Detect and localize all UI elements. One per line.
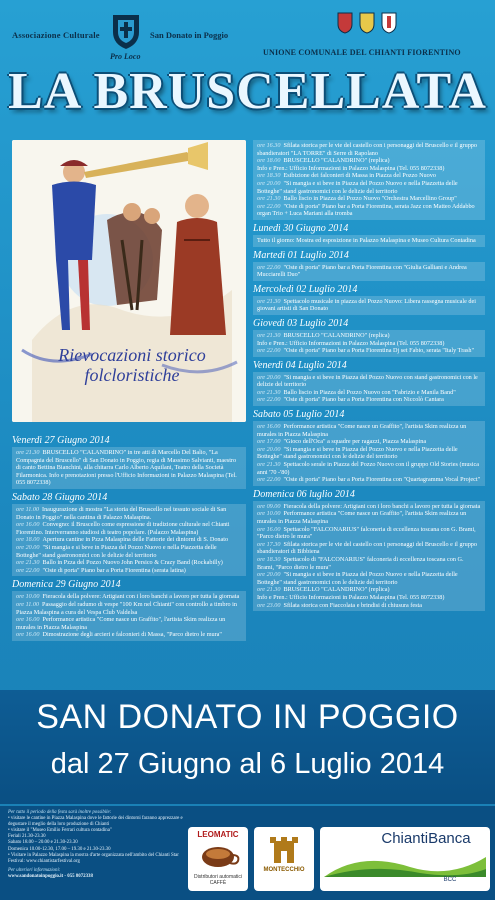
event-description: BRUSCELLO "CALANDRINO" (replica) [283,331,390,339]
event-time: ore 21.30 [257,331,281,339]
program-event [257,347,481,355]
event-description: Sfilata storica con Fiaccolata e brindisi di chiusura festa [283,601,422,609]
illustration-caption: Rievocazioni storico folcloristiche [58,345,206,385]
program-event [257,172,481,180]
event-time: ore 16.30 [257,142,281,149]
event-description: "Oste di porta" Piano bar a Porta Fiorentina con "Giulia Galliani e Andrea Mucciarelli Duo" [257,263,467,279]
program-event [16,536,242,544]
castle-logo-icon [254,829,314,869]
program-event [257,389,481,397]
program-event [16,559,242,567]
program-event [257,157,481,165]
program-event [257,142,481,157]
day-heading: Sabato 28 Giugno 2014 [12,491,108,503]
event-time: ore 21.30 [257,195,281,203]
event-time: ore 10.00 [257,510,281,518]
program-event [257,332,481,340]
proloco-label: Pro Loco [110,52,141,61]
event-time: ore 11.00 [16,600,40,608]
event-description: "Si mangia e si beve in Piazza del Pozzo Nuovo e nella Piazzetta delle Botteghe" stand gastronomici con le delizie del territorio [16,543,217,559]
footer-line: • Visitare in Palazzo Malaspina la mostra d'arte organizzata nell'ambito del Chianti Star Festival: www.chiantistarfestival.org [8,852,179,864]
program-event [257,438,481,446]
shield-icon [337,12,353,34]
program-event [257,264,481,279]
event-time: ore 20.00 [16,543,40,551]
program-event [257,503,481,511]
event-time: ore 21.30 [16,559,40,567]
event-description: "Oste di porta" Piano bar a Porta Fiorentina Dj set Fabio, serata "Italy Trash" [283,347,475,355]
event-time: ore 21.30 [257,388,281,396]
program-event [257,526,481,541]
event-description: Spettacolo "FALCONARIUS" falconeria di eccellenza toscana con G. Brami, "Parco dietro le mura" [257,525,476,541]
event-time: ore 18.00 [16,536,40,544]
footer-text [8,810,186,880]
event-description: Ballo in Pzza del Pozzo Nuovo John Persico & Crazy Band (Rockabilly) [42,559,223,567]
event-description: Apertura cantine in Pzza Malaspina delle Fattorie dei dintorni di S. Donato [42,536,229,544]
event-time: ore 22.00 [257,202,281,210]
event-description: BRUSCELLO "CALANDRINO" in tre atti di Marcello Del Balio, "La Compagnia del Bruscello" di San Donato in Poggio, regia di Massimo Salvianti, maestro di canto Bettina Bianchini, alla chitarra Carlo Alberto Aquilani, Teatro della Società Filarmonica. Info e prenotazioni presso l'Ufficio Informazioni in Palazzo Malaspina (Tel. 055 8072338) [16,449,237,487]
event-description: "Oste di porta" Piano bar a Porta Fiorentina, serata Jazz con Matteo Addabbo organ Trio + Luca Mariani alla tromba [257,202,475,218]
association-name: San Donato in Poggio [150,30,229,40]
program-event [16,616,242,631]
program-event [257,340,481,348]
event-time: ore 18.30 [257,555,281,563]
day-heading: Domenica 29 Giugno 2014 [12,579,121,591]
shield-icon [381,12,397,34]
event-time: ore 10.00 [16,593,40,601]
day-program [253,235,485,247]
municipal-shields [337,12,407,42]
coffee-cup-icon [188,841,248,871]
event-time: ore 20.00 [257,571,281,579]
day-program [253,140,485,220]
event-description: Sfilata storica per le vie del castello con i personaggi del Bruscello e il gruppo sbandieratori di Bibbiena [257,540,477,556]
day-program [12,591,246,641]
proloco-crest-icon [110,12,142,50]
event-description: Performance artistica "Come nasce un Graffito", l'artista Skim realizza un murales in Piazza Malaspina [257,423,467,438]
event-time: ore 21.30 [16,449,40,456]
program-event [257,195,481,203]
sponsor-montecchio[interactable] [254,827,314,891]
event-description: Convegno: il Bruscello come espressione di tradizione culturale nel Chianti Fiorentino. Interverranno studiosi di teatro popolare. (Palazzo Malaspina) [16,521,230,536]
program-left-column [12,432,246,642]
event-description: Spettacolo serale in Piazza del Pozzo Nuovo con il gruppo Old Stories (musica anni '70 -'80) [257,461,480,476]
footer-line: • visitare le cantine in Piazza Malaspina dove le fattorie dei dintorni faranno apprezzare e degustare il meglio della loro produzione di Chianti [8,816,183,828]
program-event [257,571,481,586]
event-description: "Si mangia e si beve in Piazza del Pozzo Nuovo e nella Piazzetta delle Botteghe" stand gastronomici con le delizie del territorio [257,445,458,461]
program-event [257,594,481,602]
program-event [257,556,481,571]
program-event [16,567,242,575]
event-description: Inaugurazione di mostra "La storia del Bruscello nel tessuto sociale di San Donato in Poggio" nella cantina di Palazzo Malaspina. [16,505,227,521]
program-event [257,476,481,484]
event-description: Ballo liscio in Piazza del Pozzo Nuovo "Orchestra Marcellino Group" [283,195,457,203]
event-time: ore 16.00 [257,525,281,533]
program-event [16,544,242,559]
shield-icon [359,12,375,34]
event-description: Tutto il giorno: Mostra ed esposizione in Palazzo Malaspina e Museo Cultura Contadina [257,236,476,244]
event-description: BRUSCELLO "CALANDRINO" (replica) [283,586,390,594]
day-heading: Giovedì 03 Luglio 2014 [253,317,349,329]
program-event [257,298,481,313]
event-time: ore 17.30 [257,540,281,548]
event-time: ore 09.00 [257,502,281,510]
event-description: Info e Pren.: Ufficio Informazioni in Palazzo Malaspina (Tel. 055 8072338) [257,593,445,601]
leomatic-subtitle: Distributori automatici CAFFÈ [193,874,243,886]
event-time: ore 23.00 [257,601,281,609]
program-event [257,510,481,525]
day-heading: Lunedì 30 Giugno 2014 [253,222,349,234]
event-description: Info e Pren.: Ufficio Informazioni in Palazzo Malaspina (Tel. 055 8072338) [257,164,445,172]
day-program [253,421,485,486]
event-description: "Si mangia e si beve in Piazza del Pozzo Nuovo con stand gastronomici con le delizie del territorio [257,373,478,389]
event-time: ore 16.00 [16,521,40,529]
event-description: Sfilata storica per le vie del castello con i personaggi del Bruscello e il gruppo sbandieratori "LA TORRE" di Serre di Rapolano [257,142,477,157]
program-event [16,631,242,639]
event-description: Ballo liscio in Piazza del Pozzo Nuovo con "Fabrizio e Manila Band" [283,388,456,396]
chiantibanca-name: ChiantiBanca [381,830,471,847]
event-description: Fieracola della polvere: Artigiani con i loro banchi a lavoro per tutta la giornata [283,502,481,510]
day-program [12,504,246,576]
event-time: ore 21.30 [257,586,281,594]
day-heading: Sabato 05 Luglio 2014 [253,409,345,421]
event-time: ore 21.30 [257,461,281,469]
event-time: ore 16.00 [16,616,40,624]
event-description: Spettacolo di "FALCONARIUS" falconeria di eccellenza toscana con G. Brami, "Parco dietro le mura" [257,555,464,571]
program-event [257,461,481,476]
union-label: UNIONE COMUNALE DEL CHIANTI FIORENTINO [263,48,461,57]
program-event [257,446,481,461]
program-event [257,180,481,195]
event-description: "Si mangia e si beve in Piazza del Pozzo Nuovo e nella Piazzetta delle Botteghe" stand gastronomici con le delizie del territorio [257,179,458,195]
program-event [257,203,481,218]
event-time: ore 22.00 [16,566,40,574]
day-program [253,372,485,406]
day-program [253,262,485,281]
event-description: Passaggio del radumo di vespe "100 Km nel Chianti" con controllo a timbro in Piazza Malaspina a cura del Vespa Club Valdelsa [16,600,237,616]
event-description: "Si mangia e si beve in Piazza del Pozzo Nuovo e nella Piazzetta delle Botteghe" stand gastronomici con le delizie del territorio [257,571,458,586]
bcc-label: BCC [443,877,457,883]
footer-line: Feriali 21.30-23.30 [8,834,46,840]
leomatic-name: LEOMATIC [197,830,239,839]
association-label: Associazione Culturale [12,30,100,40]
program-event [16,449,242,487]
event-description: Dimostrazione degli arcieri e falconieri di Massa, "Parco dietro le mura" [42,631,222,639]
event-time: ore 20.00 [257,373,281,381]
event-time: ore 17.00 [257,438,281,446]
event-time: ore 18.00 [257,157,281,165]
event-time: ore 21.30 [257,297,281,305]
day-heading: Venerdì 27 Giugno 2014 [12,435,110,446]
program-event [257,423,481,438]
program-right-column [253,140,485,612]
day-heading: Domenica 06 luglio 2014 [253,488,355,500]
program-event [16,593,242,601]
day-program [253,501,485,611]
program-event [16,506,242,521]
event-description: "Oste di porta" Piano bar a Porta Fiorentina (serata latina) [42,566,186,574]
footer-line: Domenica 10.00-12.30, 17.00 – 19.30 e 21.30-23.30 [8,846,111,852]
event-time: ore 22.00 [257,263,281,271]
event-time: ore 22.00 [257,396,281,404]
event-time: ore 22.00 [257,347,281,355]
event-description: Fieracola della polvere: Artigiani con i loro banchi a lavoro per tutta la giornata [42,593,240,601]
day-program [253,330,485,357]
program-event [16,521,242,536]
event-time: ore 16.00 [257,423,281,431]
program-event [257,396,481,404]
illustration [12,140,246,422]
event-time: ore 11.00 [16,505,40,513]
event-time: ore 18.30 [257,172,281,180]
event-time: ore 22.00 [257,476,281,484]
header-left [12,10,252,66]
event-description: "Gioco dell'Oca" a squadre per ragazzi, Piazza Malaspina [283,438,427,446]
footer-info: www.sandonatoinpoggio.it - 055 8072338 [8,873,93,879]
day-heading: Martedì 01 Luglio 2014 [253,249,349,261]
place-name: SAN DONATO IN POGGIO [36,698,459,736]
footer-lines [8,810,186,865]
event-description: Spettacolo musicale in piazza del Pozzo Nuovo: Libera rassegna musicale dei giovani artisti di San Donato [257,297,476,313]
event-description: Info e Pren.: Ufficio Informazioni in Palazzo Malaspina (Tel. 055 8072338) [257,339,445,347]
program-event [257,586,481,594]
program-event [257,237,481,245]
program-event [257,602,481,610]
event-description: "Oste di porta" Piano bar a Porta Fiorentina con Niccolò Cantara [283,396,444,404]
event-description: Esibizione dei falconieri di Massa in Piazza del Pozzo Nuovo [283,172,436,180]
footer-line: Per tutto il periodo della festa sarà inoltre possibile: [8,810,112,815]
event-description: Performance artistica "Come nasce un Graffito", l'artista Skim realizza un murales in Piazza Malaspina [16,616,226,631]
footer-info-label: Per ulteriori informazioni: [8,867,61,873]
event-time: ore 20.00 [257,179,281,187]
page-title: LA BRUSCELLATA [8,63,487,120]
footer-line: Sabato 18.00 – 20.00 e 21.30-23.30 [8,840,78,846]
sponsor-chiantibanca[interactable] [320,827,490,891]
program-event [257,541,481,556]
program-event [257,374,481,389]
event-time: ore 20.00 [257,445,281,453]
day-program [12,447,246,489]
day-program [253,296,485,315]
sponsor-leomatic[interactable] [188,827,248,891]
event-description: BRUSCELLO "CALANDRINO" (replica) [283,157,390,165]
event-time: ore 16.00 [16,631,40,639]
event-description: "Oste di porta" Piano bar a Porta Fiorentina con "Quartagramma Vocal Project" [283,476,481,484]
festival-dates: dal 27 Giugno al 6 Luglio 2014 [50,748,445,780]
day-heading: Venerdì 04 Luglio 2014 [253,359,347,371]
event-description: Performance artistica "Come nasce un Graffito", l'artista Skim realizza un murales in Piazza Malaspina [257,510,467,525]
hills-logo-icon [320,849,490,879]
montecchio-name: MONTECCHIO [263,867,305,873]
header-right [255,10,485,66]
program-event [257,165,481,173]
footer-line: • visitare il "Museo Emilio Ferrari cultura contadina" [8,828,112,834]
program-event [16,601,242,616]
day-heading: Mercoledì 02 Luglio 2014 [253,283,358,295]
